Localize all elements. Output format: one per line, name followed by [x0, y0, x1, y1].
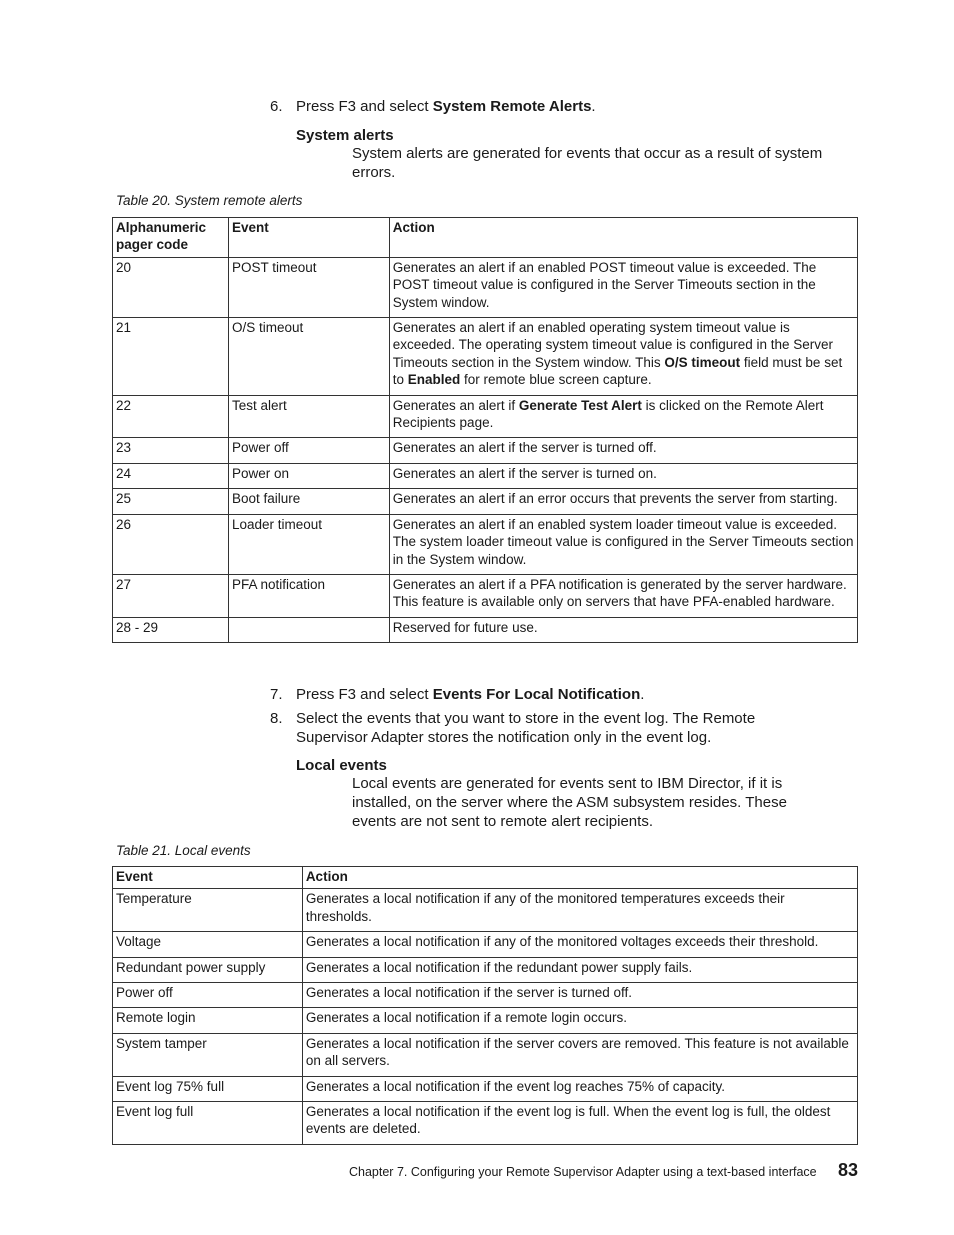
cell-action: Generates a local notification if a remote login occurs.	[302, 1008, 857, 1033]
cell-pager-code: 27	[113, 574, 229, 617]
cell-event: Power on	[228, 463, 389, 488]
cell-action	[389, 617, 857, 642]
cell-action	[389, 318, 857, 396]
action-text-segment: Generates an alert if a PFA notification is generated by the server hardware. This feature is available only on servers that have PFA-enabled hardware.	[392, 576, 847, 610]
table-row	[113, 514, 858, 574]
cell-action	[389, 514, 857, 574]
step-text-prefix: Press F3 and select	[296, 98, 433, 115]
action-text-segment: Generates an alert if an error occurs that prevents the server from starting.	[392, 491, 838, 507]
local-events-description: Local events are generated for events sent to IBM Director, if it is installed, on the server where the ASM subsystem resides. These events are not sent to remote alert recipients.	[352, 775, 787, 830]
step-7	[270, 686, 816, 705]
table-row	[113, 574, 858, 617]
cell-pager-code: 24	[113, 463, 229, 488]
column-header-action: Action	[389, 218, 857, 258]
table-20-caption: Table 20. System remote alerts	[116, 193, 303, 208]
table-row	[113, 1008, 858, 1033]
action-text-segment: Enabled	[407, 372, 461, 388]
action-text-segment: Generates an alert if an enabled system loader timeout value is exceeded. The system loader timeout value is configured in the Server Timeouts section in the System window.	[392, 516, 854, 567]
column-header-pager-code: Alphanumeric pager code	[113, 218, 229, 258]
action-text-segment: Reserved for future use.	[392, 619, 538, 635]
table-row	[113, 395, 858, 438]
table-row	[113, 617, 858, 642]
cell-action: Generates a local notification if the event log is full. When the event log is full, the oldest events are deleted.	[302, 1102, 857, 1145]
table-21-body	[113, 889, 858, 1144]
action-text-segment: Generates an alert if an enabled operating system timeout value is exceeded. The operating system timeout value is configured in the Server Timeouts section in the System window. This	[392, 320, 834, 370]
cell-event: Event log full	[113, 1102, 303, 1145]
cell-pager-code: 20	[113, 257, 229, 317]
cell-pager-code: 23	[113, 438, 229, 463]
table-row	[113, 932, 858, 957]
action-text-segment: Generate Test Alert	[518, 397, 642, 413]
cell-event: Boot failure	[228, 489, 389, 514]
step-text-bold: Events For Local Notification	[432, 686, 641, 703]
step-text-suffix: .	[591, 98, 596, 115]
step-text: Select the events that you want to store in the event log. The Remote Supervisor Adapter stores the notification only in the event log.	[296, 710, 756, 746]
step-8	[270, 710, 796, 747]
cell-event: PFA notification	[228, 574, 389, 617]
cell-action	[389, 574, 857, 617]
cell-action	[389, 463, 857, 488]
action-text-segment: for remote blue screen capture.	[460, 372, 652, 388]
cell-event: POST timeout	[228, 257, 389, 317]
table-row	[113, 957, 858, 982]
cell-event: Test alert	[228, 395, 389, 438]
table-20-body	[113, 257, 858, 642]
table-row	[113, 257, 858, 317]
cell-action	[389, 395, 857, 438]
table-row	[113, 489, 858, 514]
cell-event: Voltage	[113, 932, 303, 957]
cell-action	[389, 257, 857, 317]
system-alerts-term: System alerts	[296, 127, 394, 144]
action-text-segment: O/S timeout	[664, 354, 741, 370]
action-text-segment: Generates an alert if the server is turned on.	[392, 465, 657, 481]
cell-event: Loader timeout	[228, 514, 389, 574]
column-header-action: Action	[302, 867, 857, 889]
cell-pager-code: 26	[113, 514, 229, 574]
cell-action: Generates a local notification if the redundant power supply fails.	[302, 957, 857, 982]
table-row	[113, 889, 858, 932]
step-text-prefix: Press F3 and select	[296, 686, 433, 703]
table-header-row	[113, 218, 858, 258]
table-row	[113, 1102, 858, 1145]
cell-action: Generates a local notification if the server is turned off.	[302, 983, 857, 1008]
table-row	[113, 1033, 858, 1076]
step-text	[296, 686, 816, 705]
cell-event: Redundant power supply	[113, 957, 303, 982]
column-header-event: Event	[228, 218, 389, 258]
cell-action	[389, 489, 857, 514]
cell-action	[389, 438, 857, 463]
table-row	[113, 463, 858, 488]
action-text-segment: Generates an alert if the server is turned off.	[392, 440, 657, 456]
cell-action: Generates a local notification if the event log reaches 75% of capacity.	[302, 1076, 857, 1101]
step-text-bold: System Remote Alerts	[432, 98, 592, 115]
table-row	[113, 983, 858, 1008]
table-21-caption: Table 21. Local events	[116, 843, 251, 858]
cell-pager-code: 21	[113, 318, 229, 396]
step-text	[296, 98, 816, 117]
action-text-segment: Generates an alert if	[392, 397, 519, 413]
action-text-segment: field must be set to	[392, 354, 843, 388]
step-number: 8.	[270, 710, 283, 727]
step-number: 7.	[270, 686, 283, 703]
step-text-suffix: .	[640, 686, 645, 703]
table-row	[113, 438, 858, 463]
cell-event: Remote login	[113, 1008, 303, 1033]
column-header-event: Event	[113, 867, 303, 889]
cell-action: Generates a local notification if the server covers are removed. This feature is not available on all servers.	[302, 1033, 857, 1076]
cell-action: Generates a local notification if any of the monitored temperatures exceeds their thresholds.	[302, 889, 857, 932]
step-6	[270, 98, 816, 117]
cell-event: Event log 75% full	[113, 1076, 303, 1101]
cell-action: Generates a local notification if any of the monitored voltages exceeds their threshold.	[302, 932, 857, 957]
cell-event	[228, 617, 389, 642]
step-number: 6.	[270, 98, 283, 115]
cell-event: System tamper	[113, 1033, 303, 1076]
action-text-segment: Generates an alert if an enabled POST timeout value is exceeded. The POST timeout value is configured in the Server Timeouts section in the System window.	[392, 259, 817, 310]
table-row	[113, 1076, 858, 1101]
table-header-row	[113, 867, 858, 889]
system-remote-alerts-table	[112, 217, 858, 643]
cell-pager-code: 22	[113, 395, 229, 438]
local-events-term: Local events	[296, 757, 387, 774]
local-events-table	[112, 866, 858, 1145]
system-alerts-description: System alerts are generated for events that occur as a result of system errors.	[352, 145, 823, 181]
cell-event: Power off	[113, 983, 303, 1008]
page-number: 83	[838, 1160, 859, 1180]
cell-pager-code: 25	[113, 489, 229, 514]
cell-event: O/S timeout	[228, 318, 389, 396]
action-text-segment: is clicked on the Remote Alert Recipients page.	[392, 397, 824, 431]
cell-pager-code: 28 - 29	[113, 617, 229, 642]
table-row	[113, 318, 858, 396]
cell-event: Temperature	[113, 889, 303, 932]
cell-event: Power off	[228, 438, 389, 463]
footer-chapter-title: Chapter 7. Configuring your Remote Supervisor Adapter using a text-based interface	[349, 1165, 817, 1179]
